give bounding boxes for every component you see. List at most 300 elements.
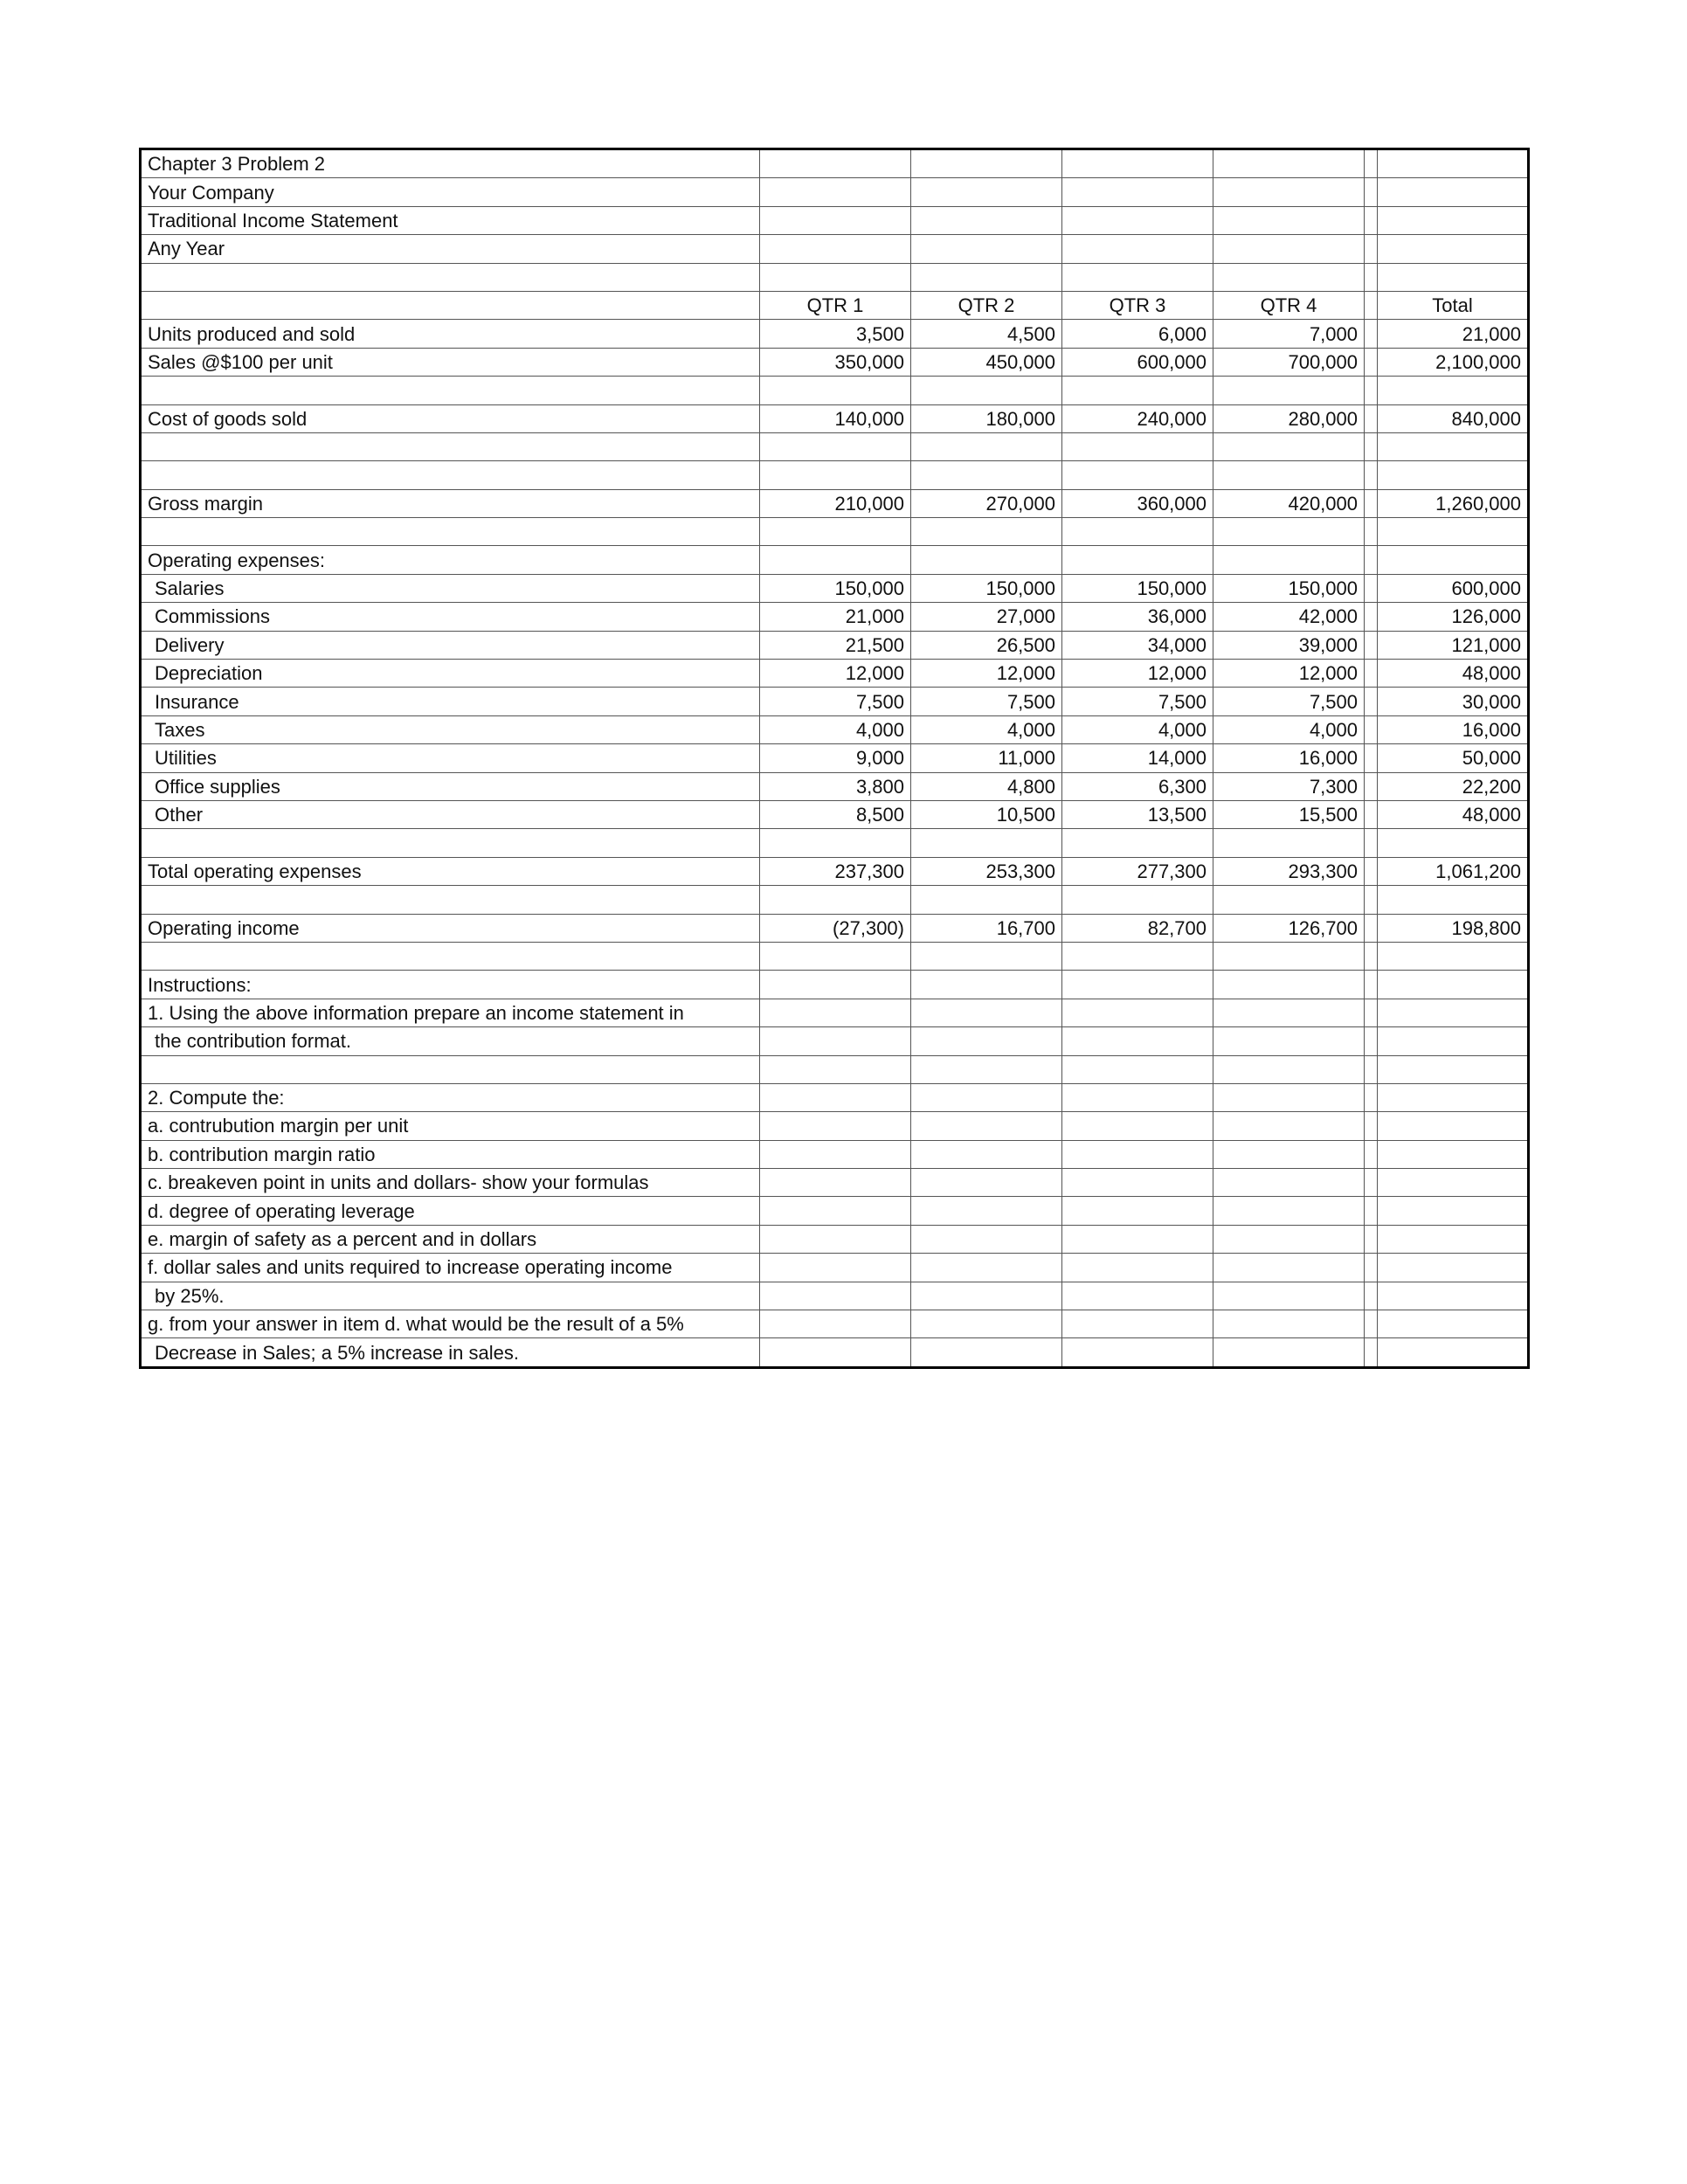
sheet-row (141, 857, 1529, 885)
value-cell (1062, 206, 1213, 234)
value-cell (760, 432, 911, 460)
value-cell (911, 1310, 1062, 1338)
value-cell (1378, 461, 1529, 489)
value-cell (911, 206, 1062, 234)
sheet-row (141, 432, 1529, 460)
value-cell: 237,300 (760, 857, 911, 885)
value-cell (760, 886, 911, 914)
value-cell (1213, 971, 1365, 999)
value-cell: 22,200 (1378, 772, 1529, 800)
value-cell (760, 1338, 911, 1367)
column-separator (1365, 377, 1378, 404)
column-separator (1365, 603, 1378, 631)
value-cell: 21,000 (760, 603, 911, 631)
value-cell (760, 942, 911, 970)
value-cell (1062, 1169, 1213, 1197)
value-cell: 27,000 (911, 603, 1062, 631)
value-cell: 26,500 (911, 631, 1062, 659)
value-cell: 150,000 (911, 574, 1062, 602)
column-separator (1365, 263, 1378, 291)
sheet-row (141, 489, 1529, 517)
row-label (141, 942, 760, 970)
sheet-row (141, 1112, 1529, 1140)
value-cell (911, 1027, 1062, 1055)
value-cell (760, 546, 911, 574)
value-cell (911, 432, 1062, 460)
value-cell (1213, 1282, 1365, 1310)
column-separator (1365, 574, 1378, 602)
value-cell (760, 461, 911, 489)
value-cell: 4,000 (760, 715, 911, 743)
value-cell: 16,000 (1378, 715, 1529, 743)
column-separator (1365, 1310, 1378, 1338)
value-cell (1062, 1338, 1213, 1367)
value-cell: 39,000 (1213, 631, 1365, 659)
value-cell: 600,000 (1062, 348, 1213, 376)
row-label: a. contrubution margin per unit (141, 1112, 760, 1140)
row-label: Insurance (141, 688, 760, 715)
value-cell (1378, 546, 1529, 574)
value-cell: 280,000 (1213, 404, 1365, 432)
value-cell (1378, 1140, 1529, 1168)
column-separator (1365, 1055, 1378, 1083)
value-cell (1062, 1225, 1213, 1253)
value-cell (1378, 1027, 1529, 1055)
value-cell: 42,000 (1213, 603, 1365, 631)
value-cell (911, 999, 1062, 1026)
value-cell: 12,000 (760, 660, 911, 688)
sheet-row (141, 1282, 1529, 1310)
sheet-row (141, 206, 1529, 234)
row-label: 2. Compute the: (141, 1083, 760, 1111)
value-cell: 12,000 (1062, 660, 1213, 688)
value-cell (1062, 461, 1213, 489)
sheet-row (141, 942, 1529, 970)
value-cell (1378, 1282, 1529, 1310)
value-cell: 9,000 (760, 744, 911, 772)
column-separator (1365, 829, 1378, 857)
sheet-row (141, 1083, 1529, 1111)
column-separator (1365, 999, 1378, 1026)
sheet-row (141, 886, 1529, 914)
sheet-row (141, 660, 1529, 688)
value-cell (1213, 1225, 1365, 1253)
column-header: QTR 4 (1213, 291, 1365, 319)
sheet-row (141, 800, 1529, 828)
value-cell: 150,000 (1062, 574, 1213, 602)
value-cell (760, 263, 911, 291)
value-cell: 180,000 (911, 404, 1062, 432)
value-cell: 150,000 (760, 574, 911, 602)
sheet-row (141, 404, 1529, 432)
value-cell: 14,000 (1062, 744, 1213, 772)
value-cell: 10,500 (911, 800, 1062, 828)
sheet-row (141, 518, 1529, 546)
sheet-row (141, 829, 1529, 857)
value-cell (1378, 1338, 1529, 1367)
column-separator (1365, 800, 1378, 828)
column-separator (1365, 1140, 1378, 1168)
sheet-row (141, 546, 1529, 574)
column-separator (1365, 1254, 1378, 1282)
row-label: g. from your answer in item d. what would be the result of a 5% (141, 1310, 760, 1338)
value-cell (1062, 1083, 1213, 1111)
value-cell (760, 971, 911, 999)
value-cell: 16,000 (1213, 744, 1365, 772)
value-cell (1062, 829, 1213, 857)
column-separator (1365, 660, 1378, 688)
value-cell (1213, 829, 1365, 857)
row-label: Utilities (141, 744, 760, 772)
sheet-row (141, 377, 1529, 404)
value-cell: 4,000 (1062, 715, 1213, 743)
value-cell (1062, 1055, 1213, 1083)
value-cell (1213, 546, 1365, 574)
row-label: Traditional Income Statement (141, 206, 760, 234)
value-cell (1378, 942, 1529, 970)
value-cell (1213, 149, 1365, 178)
sheet-row (141, 348, 1529, 376)
row-label: c. breakeven point in units and dollars- show your formulas (141, 1169, 760, 1197)
value-cell (1062, 1112, 1213, 1140)
row-label (141, 461, 760, 489)
sheet-row (141, 971, 1529, 999)
value-cell (1378, 1225, 1529, 1253)
row-label: Your Company (141, 178, 760, 206)
value-cell (1213, 1112, 1365, 1140)
row-label: b. contribution margin ratio (141, 1140, 760, 1168)
value-cell: 7,300 (1213, 772, 1365, 800)
row-label: e. margin of safety as a percent and in dollars (141, 1225, 760, 1253)
value-cell (911, 546, 1062, 574)
value-cell: 16,700 (911, 914, 1062, 942)
value-cell: 7,000 (1213, 320, 1365, 348)
sheet-row (141, 1254, 1529, 1282)
row-label: Decrease in Sales; a 5% increase in sales. (141, 1338, 760, 1367)
value-cell (1213, 999, 1365, 1026)
value-cell: 700,000 (1213, 348, 1365, 376)
column-separator (1365, 432, 1378, 460)
sheet-row (141, 263, 1529, 291)
value-cell (1062, 235, 1213, 263)
sheet-row (141, 461, 1529, 489)
column-header: QTR 1 (760, 291, 911, 319)
column-separator (1365, 772, 1378, 800)
column-separator (1365, 518, 1378, 546)
value-cell (911, 1083, 1062, 1111)
value-cell (1378, 432, 1529, 460)
value-cell: 121,000 (1378, 631, 1529, 659)
value-cell (760, 377, 911, 404)
row-label: Office supplies (141, 772, 760, 800)
sheet-row (141, 1169, 1529, 1197)
value-cell (760, 149, 911, 178)
value-cell (911, 149, 1062, 178)
sheet-row (141, 715, 1529, 743)
sheet-row (141, 1338, 1529, 1367)
value-cell: 350,000 (760, 348, 911, 376)
column-separator (1365, 744, 1378, 772)
row-label: d. degree of operating leverage (141, 1197, 760, 1225)
value-cell (1062, 149, 1213, 178)
value-cell: (27,300) (760, 914, 911, 942)
value-cell (1213, 432, 1365, 460)
value-cell: 34,000 (1062, 631, 1213, 659)
value-cell: 126,000 (1378, 603, 1529, 631)
value-cell: 6,300 (1062, 772, 1213, 800)
value-cell (760, 235, 911, 263)
value-cell: 8,500 (760, 800, 911, 828)
value-cell (1062, 377, 1213, 404)
sheet-row (141, 1055, 1529, 1083)
row-label (141, 432, 760, 460)
value-cell: 1,260,000 (1378, 489, 1529, 517)
value-cell (1378, 206, 1529, 234)
column-separator (1365, 1169, 1378, 1197)
value-cell (1378, 377, 1529, 404)
value-cell (1213, 518, 1365, 546)
sheet-row (141, 744, 1529, 772)
sheet-row (141, 1225, 1529, 1253)
column-separator (1365, 1225, 1378, 1253)
column-separator (1365, 404, 1378, 432)
row-label (141, 263, 760, 291)
sheet-row (141, 235, 1529, 263)
value-cell (911, 377, 1062, 404)
column-separator (1365, 178, 1378, 206)
value-cell (1062, 432, 1213, 460)
value-cell (760, 1055, 911, 1083)
row-label: 1. Using the above information prepare an income statement in (141, 999, 760, 1026)
row-label: Commissions (141, 603, 760, 631)
value-cell (1062, 1254, 1213, 1282)
column-separator (1365, 715, 1378, 743)
row-label: Instructions: (141, 971, 760, 999)
value-cell (1062, 178, 1213, 206)
column-separator (1365, 235, 1378, 263)
value-cell: 11,000 (911, 744, 1062, 772)
income-statement-sheet (139, 148, 1530, 1369)
value-cell (1062, 971, 1213, 999)
row-label (141, 377, 760, 404)
value-cell (911, 1338, 1062, 1367)
column-separator (1365, 348, 1378, 376)
value-cell (911, 518, 1062, 546)
value-cell (1062, 1027, 1213, 1055)
value-cell (1062, 1197, 1213, 1225)
value-cell (760, 518, 911, 546)
value-cell (911, 1169, 1062, 1197)
sheet-row (141, 1027, 1529, 1055)
row-label: the contribution format. (141, 1027, 760, 1055)
row-label: f. dollar sales and units required to increase operating income (141, 1254, 760, 1282)
value-cell: 420,000 (1213, 489, 1365, 517)
column-separator (1365, 1282, 1378, 1310)
value-cell (911, 829, 1062, 857)
column-separator (1365, 1338, 1378, 1367)
sheet-row (141, 178, 1529, 206)
value-cell (760, 1310, 911, 1338)
value-cell: 277,300 (1062, 857, 1213, 885)
sheet-row (141, 1140, 1529, 1168)
value-cell: 4,000 (911, 715, 1062, 743)
value-cell: 1,061,200 (1378, 857, 1529, 885)
value-cell (1062, 546, 1213, 574)
value-cell (760, 1083, 911, 1111)
value-cell: 450,000 (911, 348, 1062, 376)
value-cell (1213, 263, 1365, 291)
value-cell (760, 206, 911, 234)
value-cell: 15,500 (1213, 800, 1365, 828)
value-cell: 3,800 (760, 772, 911, 800)
value-cell (911, 1225, 1062, 1253)
value-cell: 7,500 (760, 688, 911, 715)
value-cell (1378, 178, 1529, 206)
value-cell (1062, 942, 1213, 970)
value-cell (1378, 1112, 1529, 1140)
value-cell (911, 971, 1062, 999)
value-cell (760, 178, 911, 206)
value-cell (1378, 1310, 1529, 1338)
column-separator (1365, 942, 1378, 970)
row-label: Gross margin (141, 489, 760, 517)
value-cell (911, 1140, 1062, 1168)
value-cell (1213, 206, 1365, 234)
sheet-row (141, 1197, 1529, 1225)
value-cell (1378, 971, 1529, 999)
value-cell: 4,500 (911, 320, 1062, 348)
value-cell (911, 942, 1062, 970)
value-cell (1213, 1254, 1365, 1282)
value-cell (1378, 1169, 1529, 1197)
row-label: Operating expenses: (141, 546, 760, 574)
sheet-row (141, 688, 1529, 715)
value-cell: 293,300 (1213, 857, 1365, 885)
value-cell: 48,000 (1378, 660, 1529, 688)
value-cell (1213, 942, 1365, 970)
value-cell (760, 1282, 911, 1310)
value-cell (1213, 1338, 1365, 1367)
row-label: Taxes (141, 715, 760, 743)
value-cell (911, 1055, 1062, 1083)
value-cell: 140,000 (760, 404, 911, 432)
row-label: Other (141, 800, 760, 828)
sheet-row (141, 1310, 1529, 1338)
value-cell: 36,000 (1062, 603, 1213, 631)
value-cell (911, 1254, 1062, 1282)
value-cell (1062, 1282, 1213, 1310)
value-cell: 210,000 (760, 489, 911, 517)
value-cell: 360,000 (1062, 489, 1213, 517)
sheet-row (141, 999, 1529, 1026)
value-cell (1378, 263, 1529, 291)
value-cell: 240,000 (1062, 404, 1213, 432)
value-cell: 840,000 (1378, 404, 1529, 432)
value-cell: 4,800 (911, 772, 1062, 800)
sheet-row (141, 914, 1529, 942)
row-label: Operating income (141, 914, 760, 942)
value-cell (760, 1112, 911, 1140)
value-cell: 13,500 (1062, 800, 1213, 828)
value-cell (760, 1225, 911, 1253)
value-cell (911, 1197, 1062, 1225)
row-label: Depreciation (141, 660, 760, 688)
value-cell (1062, 1140, 1213, 1168)
value-cell (760, 1027, 911, 1055)
row-label: by 25%. (141, 1282, 760, 1310)
value-cell: 50,000 (1378, 744, 1529, 772)
value-cell: 150,000 (1213, 574, 1365, 602)
value-cell (1062, 886, 1213, 914)
value-cell (911, 461, 1062, 489)
sheet-row (141, 149, 1529, 178)
sheet-row (141, 603, 1529, 631)
column-separator (1365, 971, 1378, 999)
value-cell: 7,500 (911, 688, 1062, 715)
value-cell: 6,000 (1062, 320, 1213, 348)
column-header: QTR 3 (1062, 291, 1213, 319)
value-cell (1062, 999, 1213, 1026)
value-cell (1213, 1083, 1365, 1111)
value-cell: 82,700 (1062, 914, 1213, 942)
value-cell: 270,000 (911, 489, 1062, 517)
value-cell (911, 235, 1062, 263)
value-cell: 198,800 (1378, 914, 1529, 942)
value-cell (1378, 829, 1529, 857)
row-label: Salaries (141, 574, 760, 602)
value-cell (1062, 1310, 1213, 1338)
value-cell (1213, 1140, 1365, 1168)
column-separator (1365, 546, 1378, 574)
row-label (141, 886, 760, 914)
row-label: Sales @$100 per unit (141, 348, 760, 376)
value-cell (911, 263, 1062, 291)
sheet-row (141, 291, 1529, 319)
column-separator (1365, 320, 1378, 348)
value-cell (911, 1112, 1062, 1140)
row-label: Units produced and sold (141, 320, 760, 348)
sheet-row (141, 631, 1529, 659)
value-cell: 253,300 (911, 857, 1062, 885)
row-label: Any Year (141, 235, 760, 263)
value-cell (1213, 461, 1365, 489)
value-cell: 7,500 (1213, 688, 1365, 715)
value-cell (1213, 886, 1365, 914)
value-cell: 126,700 (1213, 914, 1365, 942)
value-cell: 12,000 (1213, 660, 1365, 688)
value-cell (911, 178, 1062, 206)
value-cell: 4,000 (1213, 715, 1365, 743)
value-cell (911, 1282, 1062, 1310)
value-cell: 2,100,000 (1378, 348, 1529, 376)
value-cell (1213, 1197, 1365, 1225)
value-cell (1378, 1083, 1529, 1111)
value-cell (1062, 263, 1213, 291)
sheet-row (141, 772, 1529, 800)
column-separator (1365, 914, 1378, 942)
value-cell (760, 829, 911, 857)
value-cell (1213, 1169, 1365, 1197)
row-label: Total operating expenses (141, 857, 760, 885)
column-header: QTR 2 (911, 291, 1062, 319)
column-separator (1365, 631, 1378, 659)
value-cell (1213, 235, 1365, 263)
column-separator (1365, 206, 1378, 234)
value-cell (1213, 1055, 1365, 1083)
income-statement-table (139, 148, 1530, 1369)
row-label (141, 829, 760, 857)
value-cell (1378, 886, 1529, 914)
